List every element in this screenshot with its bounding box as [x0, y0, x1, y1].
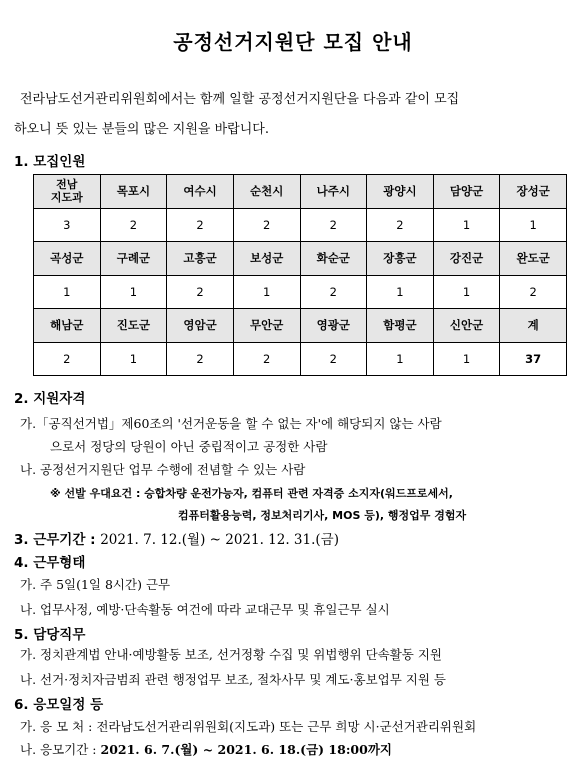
recruit-count-cell: 2	[34, 342, 101, 376]
region-header-cell: 장성군	[500, 175, 567, 209]
region-header-cell: 무안군	[233, 309, 300, 343]
region-header-cell: 영광군	[300, 309, 367, 343]
region-header-cell: 보성군	[233, 242, 300, 276]
recruit-count-cell: 2	[300, 342, 367, 376]
intro-line-1: 전라남도선거관리위원회에서는 함께 일할 공정선거지원단을 다음과 같이 모집	[20, 92, 460, 107]
preference-note-line-2: 컴퓨터활용능력, 정보처리기사, MOS 등), 행정업무 경험자	[178, 509, 467, 522]
region-header-cell: 강진군	[433, 242, 500, 276]
recruit-count-cell: 1	[500, 208, 567, 242]
recruit-count-cell: 1	[34, 275, 101, 309]
intro-line-2: 하오니 뜻 있는 분들의 많은 지원을 바랍니다.	[14, 122, 269, 137]
qualification-a-line-2: 으로서 정당의 당원이 아닌 중립적이고 공정한 사람	[50, 439, 328, 454]
work-type-b: 나. 업무사정, 예방·단속활동 여건에 따라 교대근무 및 휴일근무 실시	[20, 602, 390, 617]
region-header-cell: 완도군	[500, 242, 567, 276]
recruit-count-cell: 1	[433, 208, 500, 242]
table-row	[34, 342, 567, 376]
recruitment-table	[33, 174, 567, 376]
section-qualification-heading: 2. 지원자격	[14, 391, 86, 407]
region-header-cell: 목포시	[100, 175, 167, 209]
table-row	[34, 175, 567, 209]
apply-period: 나. 응모기간 : 2021. 6. 7.(월) ~ 2021. 6. 18.(금) 18:00까지	[20, 742, 392, 757]
region-header-cell: 해남군	[34, 309, 101, 343]
region-header-cell: 광양시	[367, 175, 434, 209]
qualification-a-line-1: 가.「공직선거법」제60조의 '선거운동을 할 수 없는 자'에 해당되지 않는 사람	[20, 416, 442, 431]
region-header-cell: 영암군	[167, 309, 234, 343]
section-work-type-heading: 4. 근무형태	[14, 555, 86, 571]
recruit-count-cell: 2	[100, 208, 167, 242]
recruit-count-cell: 1	[233, 275, 300, 309]
section-apply-heading: 6. 응모일정 등	[14, 697, 104, 713]
section-duty-heading: 5. 담당직무	[14, 627, 86, 643]
recruit-count-cell: 2	[233, 342, 300, 376]
table-row	[34, 242, 567, 276]
region-header-cell: 함평군	[367, 309, 434, 343]
recruit-count-cell: 2	[167, 342, 234, 376]
recruit-count-cell: 1	[367, 275, 434, 309]
recruit-count-cell: 3	[34, 208, 101, 242]
region-header-cell: 담양군	[433, 175, 500, 209]
recruit-count-cell: 37	[500, 342, 567, 376]
recruit-count-cell: 2	[300, 208, 367, 242]
qualification-b: 나. 공정선거지원단 업무 수행에 전념할 수 있는 사람	[20, 462, 306, 477]
recruit-count-cell: 2	[367, 208, 434, 242]
page-title: 공정선거지원단 모집 안내	[173, 30, 413, 54]
recruit-count-cell: 1	[433, 275, 500, 309]
table-row	[34, 309, 567, 343]
region-header-cell: 화순군	[300, 242, 367, 276]
region-header-cell: 신안군	[433, 309, 500, 343]
region-header-cell: 나주시	[300, 175, 367, 209]
recruit-count-cell: 1	[433, 342, 500, 376]
region-header-cell: 전남 지도과	[34, 175, 101, 209]
recruit-count-cell: 2	[167, 275, 234, 309]
recruit-count-cell: 1	[367, 342, 434, 376]
preference-note-line-1: ※ 선발 우대요건 : 승합차량 운전가능자, 컴퓨터 관련 자격증 소지자(워드프로세서,	[50, 487, 453, 500]
recruit-count-cell: 1	[100, 275, 167, 309]
recruit-count-cell: 2	[233, 208, 300, 242]
region-header-cell: 계	[500, 309, 567, 343]
region-header-cell: 구례군	[100, 242, 167, 276]
region-header-cell: 순천시	[233, 175, 300, 209]
recruit-count-cell: 1	[100, 342, 167, 376]
region-header-cell: 고흥군	[167, 242, 234, 276]
region-header-cell: 진도군	[100, 309, 167, 343]
region-header-cell: 여수시	[167, 175, 234, 209]
work-type-a: 가. 주 5일(1일 8시간) 근무	[20, 577, 171, 592]
section-recruitment-heading: 1. 모집인원	[14, 154, 86, 170]
recruit-count-cell: 2	[500, 275, 567, 309]
table-row	[34, 275, 567, 309]
duty-a: 가. 정치관계법 안내·예방활동 보조, 선거정황 수집 및 위법행위 단속활동 지원	[20, 647, 443, 662]
section-period: 3. 근무기간 : 2021. 7. 12.(월) ~ 2021. 12. 31.(금)	[14, 532, 339, 548]
duty-b: 나. 선거·정치자금범죄 관련 행정업무 보조, 절차사무 및 계도·홍보업무 지원 등	[20, 672, 446, 687]
table-row	[34, 208, 567, 242]
region-header-cell: 장흥군	[367, 242, 434, 276]
region-header-cell: 곡성군	[34, 242, 101, 276]
apply-place: 가. 응 모 처 : 전라남도선거관리위원회(지도과) 또는 근무 희망 시·군선거관리위원회	[20, 719, 477, 734]
recruit-count-cell: 2	[167, 208, 234, 242]
recruit-count-cell: 2	[300, 275, 367, 309]
